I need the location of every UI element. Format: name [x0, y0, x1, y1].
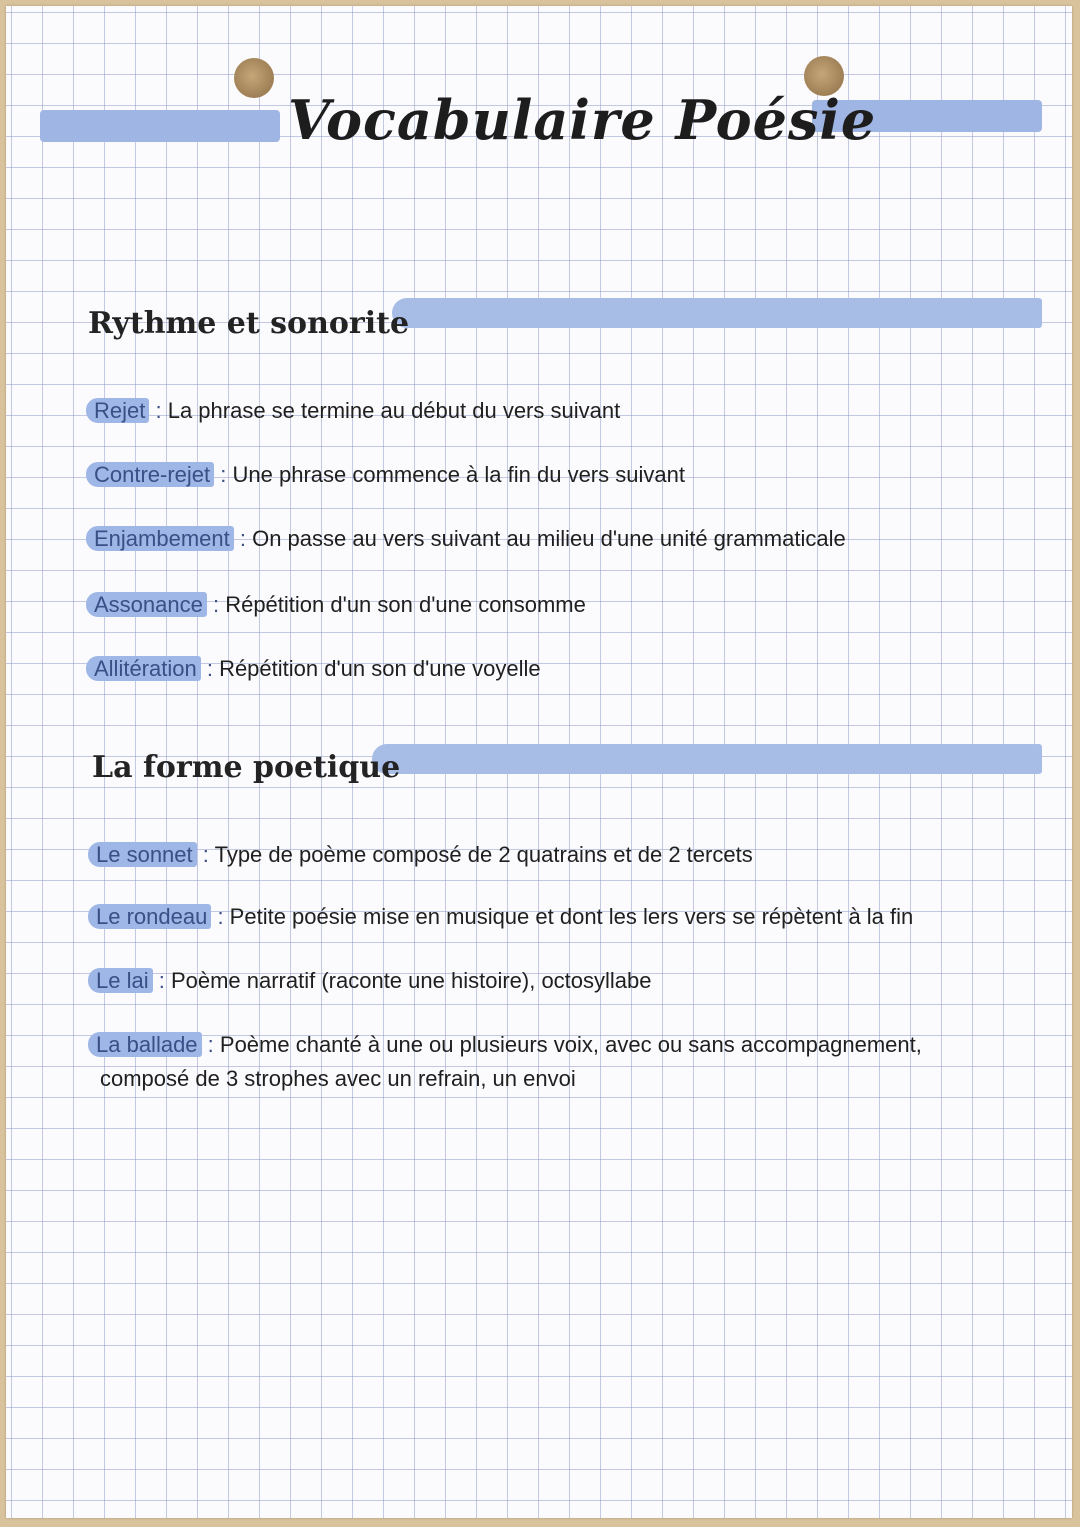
- term-label: Assonance: [86, 592, 207, 617]
- entry-rondeau: Le rondeau : Petite poésie mise en musique et dont les lers vers se répètent à la fin: [88, 900, 913, 934]
- term-label: Allitération: [86, 656, 201, 681]
- definition-continuation: composé de 3 strophes avec un refrain, un envoi: [100, 1066, 576, 1091]
- entry-lai: Le lai : Poème narratif (raconte une histoire), octosyllabe: [88, 964, 652, 998]
- entry-rejet: Rejet : La phrase se termine au début du vers suivant: [86, 394, 620, 428]
- definition-text: Poème chanté à une ou plusieurs voix, avec ou sans accompagnement,: [219, 1032, 922, 1057]
- term-label: Contre-rejet: [86, 462, 214, 487]
- section-heading-forme: La forme poetique: [92, 750, 401, 785]
- definition-text: La phrase se termine au début du vers suivant: [167, 398, 621, 423]
- section-highlight-forme: [372, 744, 1042, 774]
- notebook-page: [6, 6, 1072, 1518]
- definition-text: Répétition d'un son d'une consomme: [225, 592, 586, 617]
- title-highlight-left: [40, 110, 280, 142]
- punch-hole-left: [234, 58, 274, 98]
- term-label: Le sonnet: [88, 842, 197, 867]
- entry-sonnet: Le sonnet : Type de poème composé de 2 quatrains et de 2 tercets: [88, 838, 753, 872]
- page-title: Vocabulaire Poésie: [288, 88, 877, 152]
- section-highlight-rythme: [392, 298, 1042, 328]
- term-label: La ballade: [88, 1032, 202, 1057]
- definition-text: On passe au vers suivant au milieu d'une unité grammaticale: [252, 526, 846, 551]
- section-heading-rythme: Rythme et sonorite: [88, 306, 410, 341]
- term-label: Le rondeau: [88, 904, 211, 929]
- term-label: Rejet: [86, 398, 149, 423]
- definition-text: Répétition d'un son d'une voyelle: [219, 656, 541, 681]
- definition-text: Une phrase commence à la fin du vers suivant: [232, 462, 685, 487]
- entry-alliteration: Allitération : Répétition d'un son d'une voyelle: [86, 652, 541, 686]
- entry-contre-rejet: Contre-rejet : Une phrase commence à la fin du vers suivant: [86, 458, 685, 492]
- term-label: Le lai: [88, 968, 153, 993]
- definition-text: Type de poème composé de 2 quatrains et de 2 tercets: [214, 842, 753, 867]
- definition-text: Petite poésie mise en musique et dont les lers vers se répètent à la fin: [229, 904, 914, 929]
- definition-text: Poème narratif (raconte une histoire), octosyllabe: [170, 968, 652, 993]
- entry-ballade: La ballade : Poème chanté à une ou plusieurs voix, avec ou sans accompagnement, composé de 3 strophes avec un refrain, un envoi: [88, 1028, 922, 1096]
- term-label: Enjambement: [86, 526, 234, 551]
- entry-enjambement: Enjambement : On passe au vers suivant au milieu d'une unité grammaticale: [86, 522, 846, 556]
- entry-assonance: Assonance : Répétition d'un son d'une consomme: [86, 588, 586, 622]
